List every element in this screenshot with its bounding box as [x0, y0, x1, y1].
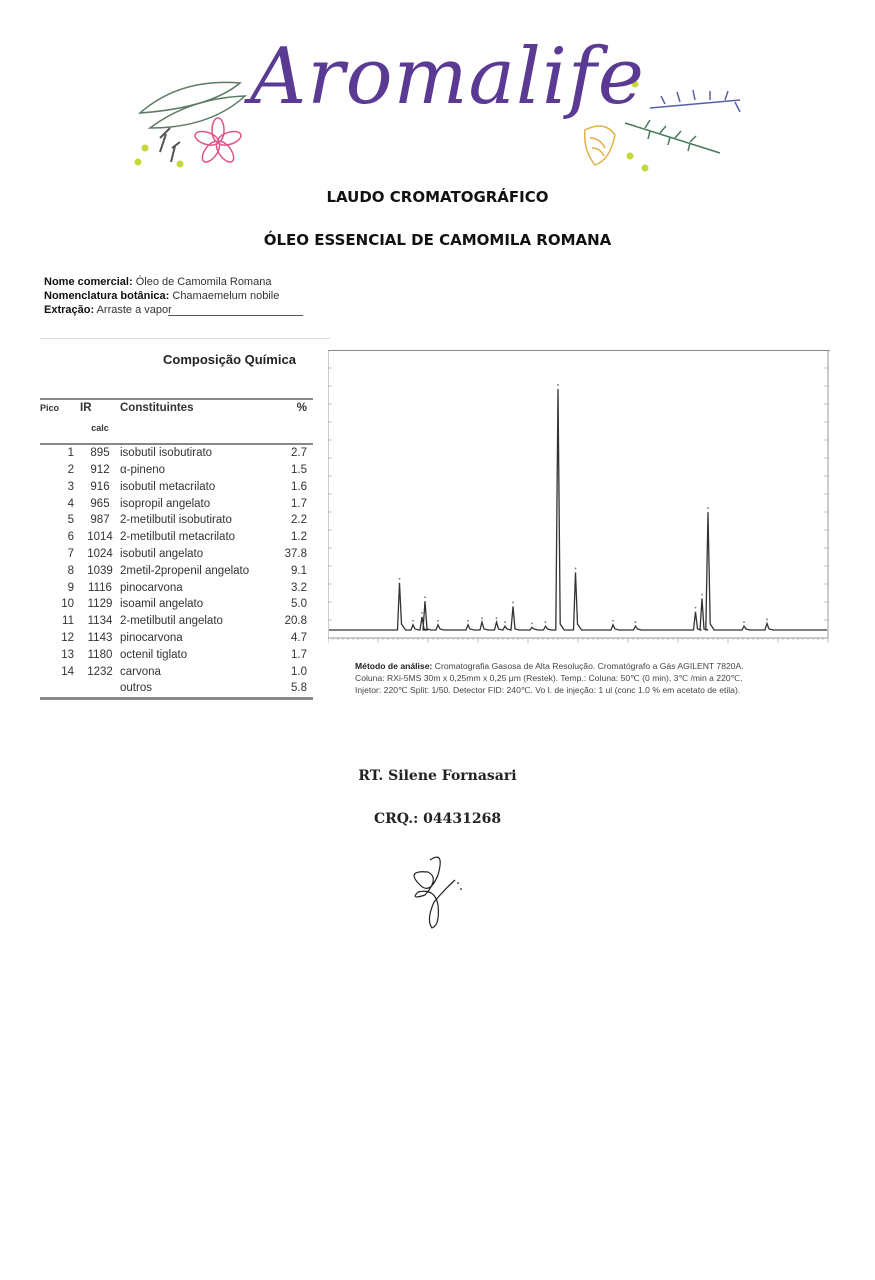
cell-constituent: 2-metilbutil isobutirato — [120, 514, 232, 527]
cell-ir: 1232 — [87, 665, 113, 678]
cell-ir: 1143 — [87, 631, 113, 644]
cell-ir: 1129 — [87, 598, 113, 611]
table-row — [40, 546, 313, 563]
cell-ir: 912 — [90, 463, 110, 476]
cell-constituent: isobutil angelato — [120, 547, 204, 560]
cell-ir: 1180 — [87, 648, 113, 661]
peak-label-marker — [512, 602, 514, 604]
method-line-1 — [355, 660, 835, 672]
cell-percent: 20.8 — [284, 615, 307, 628]
botanical-name-label: Nomenclatura botânica: — [44, 290, 170, 302]
table-row — [40, 680, 313, 698]
report-subtitle: ÓLEO ESSENCIAL DE CAMOMILA ROMANA — [263, 231, 612, 249]
composition-rows — [40, 444, 313, 698]
cell-pico: 8 — [67, 564, 74, 577]
cell-ir: 1024 — [87, 547, 113, 560]
header-constituents: Constituintes — [120, 399, 278, 416]
table-row — [40, 646, 313, 663]
table-row — [40, 478, 313, 495]
cell-percent: 2.7 — [291, 447, 307, 460]
table-row — [40, 444, 313, 462]
commercial-name-value: Óleo de Camomila Romana — [135, 276, 272, 288]
peak-label-marker — [437, 620, 439, 622]
product-info — [44, 275, 279, 317]
extraction-value: Arraste a vapor — [96, 304, 172, 316]
commercial-name-label: Nome comercial: — [44, 276, 133, 288]
cell-pico: 14 — [61, 665, 74, 678]
table-row — [40, 663, 313, 680]
table-row — [40, 462, 313, 479]
table-row — [40, 613, 313, 630]
header-ir-sub: calc — [80, 416, 120, 444]
chromatogram — [328, 350, 830, 645]
extraction-label: Extração: — [44, 304, 95, 316]
commercial-name-row — [44, 275, 279, 289]
peak-label-marker — [545, 621, 547, 623]
table-row — [40, 579, 313, 596]
cell-percent: 1.2 — [291, 531, 307, 544]
cell-percent: 5.8 — [278, 680, 313, 698]
cell-pico: 3 — [67, 480, 74, 493]
cell-pico: 4 — [67, 497, 74, 510]
header-percent: % — [278, 399, 313, 416]
peak-label-marker — [496, 617, 498, 619]
report-title: LAUDO CROMATOGRÁFICO — [326, 188, 549, 206]
cell-percent: 1.0 — [291, 665, 307, 678]
cell-constituent: isoamil angelato — [120, 598, 204, 611]
table-row — [40, 512, 313, 529]
cell-ir: 965 — [90, 497, 110, 510]
cell-pico: 5 — [67, 514, 74, 527]
cell-ir: 1116 — [88, 581, 112, 594]
botanical-name-row — [44, 289, 279, 303]
cell-pico: 12 — [61, 631, 74, 644]
cell-pico: 9 — [67, 581, 74, 594]
cell-constituent: isopropil angelato — [120, 497, 211, 510]
cell-constituent: 2-metilbutil metacrilato — [120, 531, 236, 544]
responsible-technician: RT. Silene Fornasari — [358, 768, 517, 784]
method-line-3: Injetor: 220℃ Split: 1/50. Detector FID: 240℃. Vo l. de injeção: 1 ul (conc 1.0 % em acetato de etila). — [355, 685, 741, 695]
peak-label-marker — [399, 578, 401, 580]
handwritten-signature — [400, 850, 470, 930]
peak-label-marker — [766, 619, 768, 621]
chromatogram-trace — [329, 389, 827, 630]
cell-percent: 4.7 — [291, 631, 307, 644]
cell-pico: 7 — [67, 547, 74, 560]
cell-constituent: isobutil isobutirato — [120, 447, 213, 460]
cell-ir: 987 — [90, 514, 110, 527]
peak-label-marker — [695, 607, 697, 609]
cell-percent: 1.7 — [291, 648, 307, 661]
cell-pico: 11 — [62, 615, 74, 628]
cell-constituent: pinocarvona — [120, 631, 183, 644]
header-pico: Pico — [40, 399, 80, 416]
cell-percent: 1.6 — [291, 480, 307, 493]
cell-ir: 916 — [90, 480, 110, 493]
cell-ir: 1134 — [87, 615, 113, 628]
header-ir: IR — [80, 399, 120, 416]
cell-constituent: isobutil metacrilato — [120, 480, 216, 493]
crq-number: CRQ.: 04431268 — [373, 811, 502, 827]
analysis-method — [355, 660, 835, 696]
cell-pico: 13 — [61, 648, 74, 661]
cell-constituent: carvona — [120, 665, 161, 678]
cell-constituent: outros — [120, 680, 278, 698]
cell-ir: 1014 — [87, 531, 113, 544]
peak-label-marker — [701, 594, 703, 596]
peak-label-marker — [707, 507, 709, 509]
cell-percent: 1.5 — [291, 463, 307, 476]
cell-ir: 1039 — [87, 564, 113, 577]
cell-pico: 1 — [67, 447, 74, 460]
peak-label-marker — [743, 621, 745, 623]
peak-label-marker — [531, 622, 533, 624]
cell-pico: 2 — [67, 463, 74, 476]
peak-label-marker — [424, 596, 426, 598]
table-row — [40, 596, 313, 613]
table-row — [40, 630, 313, 647]
cell-percent: 9.1 — [291, 564, 307, 577]
peak-label-marker — [504, 621, 506, 623]
cell-constituent: α-pineno — [120, 463, 166, 476]
method-text-1: Cromatografia Gasosa de Alta Resolução. Cromatógrafo a Gás AGILENT 7820A. — [434, 661, 744, 671]
peak-label-marker — [481, 617, 483, 619]
method-label: Método de análise: — [355, 661, 433, 671]
peak-label-marker — [467, 620, 469, 622]
cell-percent: 1.7 — [291, 497, 307, 510]
peak-label-marker — [575, 567, 577, 569]
info-underline — [168, 315, 303, 316]
cell-constituent: 2-metilbutil angelato — [120, 615, 223, 628]
cell-percent: 37.8 — [284, 547, 307, 560]
method-line-2: Coluna: RXi-5MS 30m x 0,25mm x 0,25 μm (Restek). Temp.: Coluna: 50℃ (0 min), 3℃ /min a 220℃. — [355, 673, 743, 683]
cell-pico: 6 — [67, 531, 74, 544]
peak-label-marker — [635, 621, 637, 623]
peak-label-marker — [612, 620, 614, 622]
logo-wordmark: Aromalife — [250, 32, 645, 122]
peak-label-marker — [412, 620, 414, 622]
composition-table — [40, 398, 313, 700]
aromalife-logo — [130, 32, 750, 178]
table-row — [40, 529, 313, 546]
cell-constituent: octenil tiglato — [120, 648, 188, 661]
cell-percent: 5.0 — [291, 598, 307, 611]
peak-label-marker — [557, 384, 559, 386]
cell-constituent: pinocarvona — [120, 581, 183, 594]
cell-constituent: 2metil-2propenil angelato — [120, 564, 250, 577]
cell-pico: 10 — [61, 598, 74, 611]
cell-ir — [80, 680, 120, 698]
chromatogram-peak-markers — [399, 384, 768, 624]
chromatogram-ticks — [328, 368, 828, 643]
chromatogram-plot — [328, 350, 830, 645]
section-divider — [40, 338, 330, 339]
cell-percent: 2.2 — [291, 514, 307, 527]
cell-percent: 3.2 — [291, 581, 307, 594]
botanical-name-value: Chamaemelum nobile — [172, 290, 280, 302]
cell-ir: 895 — [90, 447, 110, 460]
table-row — [40, 495, 313, 512]
composition-title: Composição Química — [163, 352, 296, 367]
table-row — [40, 562, 313, 579]
peak-label-marker — [421, 612, 423, 614]
cell-pico — [40, 680, 80, 698]
